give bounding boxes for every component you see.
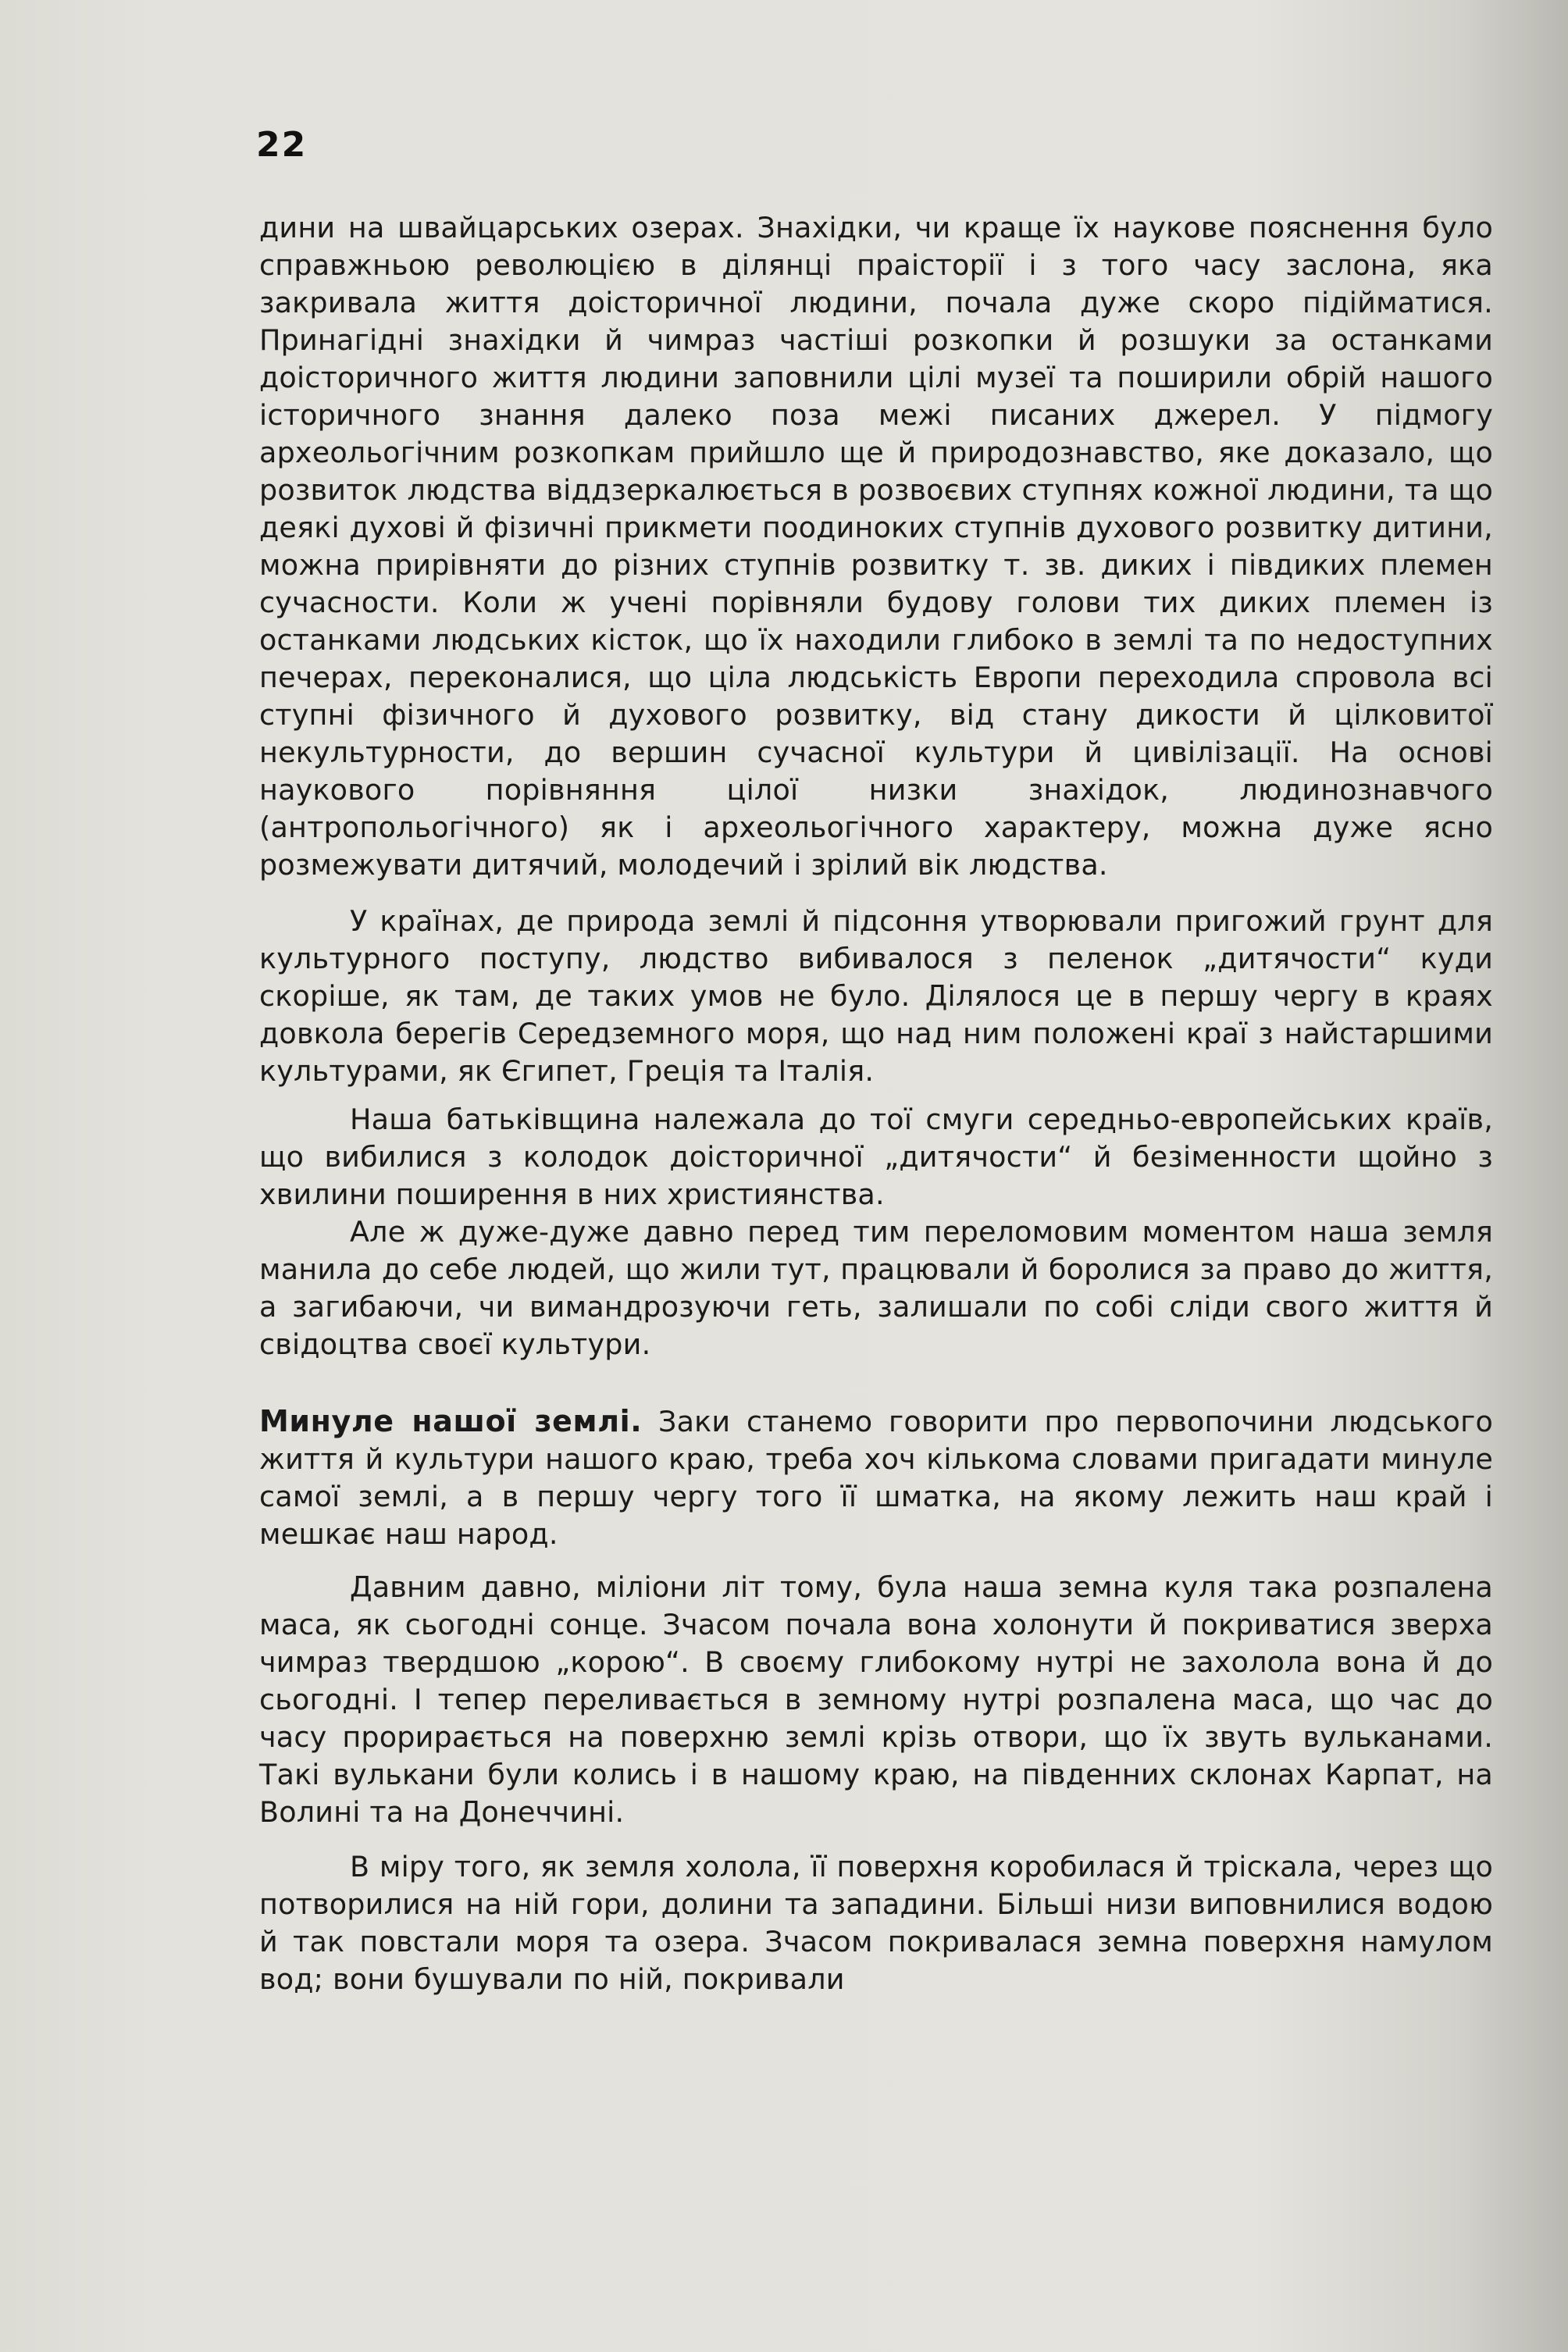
paragraph-mediterranean: У країнах, де природа землі й підсоння утворювали пригожий грунт для культурного поступу, людство вибивалося з пеленок „дитячости“ куди скоріше, як там, де таких умов не було. Ділялося це в першу чергу в краях довкола берегів Середземного моря, що над ним положені краї з найстаршими культурами, як Єгипет, Греція та Італія. [259, 904, 1493, 1088]
paragraph-mountains-seas: В міру того, як земля холола, її поверхня коробилася й тріскала, через що потворилися на ній гори, долини та западини. Більші низи виповнилися водою й так повстали моря та озера. Зчасом покривалася земна поверхня намулом вод; вони бушували по ній, покривали [259, 1850, 1493, 1996]
body-text [259, 209, 1493, 1998]
paragraph-section-intro [259, 1402, 1493, 1553]
section-intro-text: Заки станемо говорити про первопочини людського життя й культури нашого краю, треба хоч кількома словами пригадати минуле самої землі, а в першу чергу того її шматка, на якому лежить наш край і мешкає наш народ. [259, 1405, 1493, 1551]
page-number: 22 [256, 125, 308, 165]
paragraph-continuation: дини на швайцарських озерах. Знахідки, чи краще їх наукове пояснення було справжньою революцією в ділянці праісторії і з того часу заслона, яка закривала життя доісторичної людини, почала дуже скоро підійматися. Принагідні знахідки й чимраз частіші розкопки й розшуки за останками доісторичного життя людини заповнили цілі музеї та поширили обрій нашого історичного знання далеко поза межі писаних джерел. У підмогу археольогічним розкопкам прийшло ще й природознавство, яке доказало, що розвиток людства віддзеркалюється в розвоєвих ступнях кожної людини, та що деякі духові й фізичні прикмети поодиноких ступнів духового розвитку дитини, можна прирівняти до різних ступнів розвитку т. зв. диких і півдиких племен сучасности. Коли ж учені порівняли будову голови тих диких племен із останками людських кісток, що їх находили глибоко в землі та по недоступних печерах, переконалися, що ціла людськість Европи переходила спровола всі ступні фізичного й духового розвитку, від стану дикости й цілковитої некультурности, до вершин сучасної культури й цивілізації. На основі наукового порівняння цілої низки знахідок, людинознавчого (антропольогічного) як і археольогічного характеру, можна дуже ясно розмежувати дитячий, молодечий і зрілий вік людства. [259, 211, 1493, 882]
section-past-of-our-land [259, 1402, 1493, 1553]
paragraph-homeland: Наша батьківщина належала до тої смуги середньо-европейських країв, що вибилися з колодок доісторичної „дитячости“ й безіменности щойно з хвилини поширення в них християнства. [259, 1103, 1493, 1211]
paragraph-molten-earth: Давним давно, міліони літ тому, була наша земна куля така розпалена маса, як сьогодні сонце. Зчасом почала вона холонути й покриватися зверха чимраз твердшою „корою“. В своєму глибокому нутрі не захолола вона й до сьогодні. І тепер переливається в земному нутрі розпалена маса, що час до часу прорирається на поверхню землі крізь отвори, що їх звуть вульканами. Такі вулькани були колись і в нашому краю, на південних склонах Карпат, на Волині та на Донеччині. [259, 1570, 1493, 1829]
paragraph-ancient-land: Але ж дуже-дуже давно перед тим переломовим моментом наша земля манила до себе людей, що жили тут, працювали й боролися за право до життя, а загибаючи, чи вимандрозуючи геть, залишали по собі сліди свого життя й свідоцтва своєї культури. [259, 1215, 1493, 1361]
section-heading: Минуле нашої землі. [259, 1404, 643, 1438]
